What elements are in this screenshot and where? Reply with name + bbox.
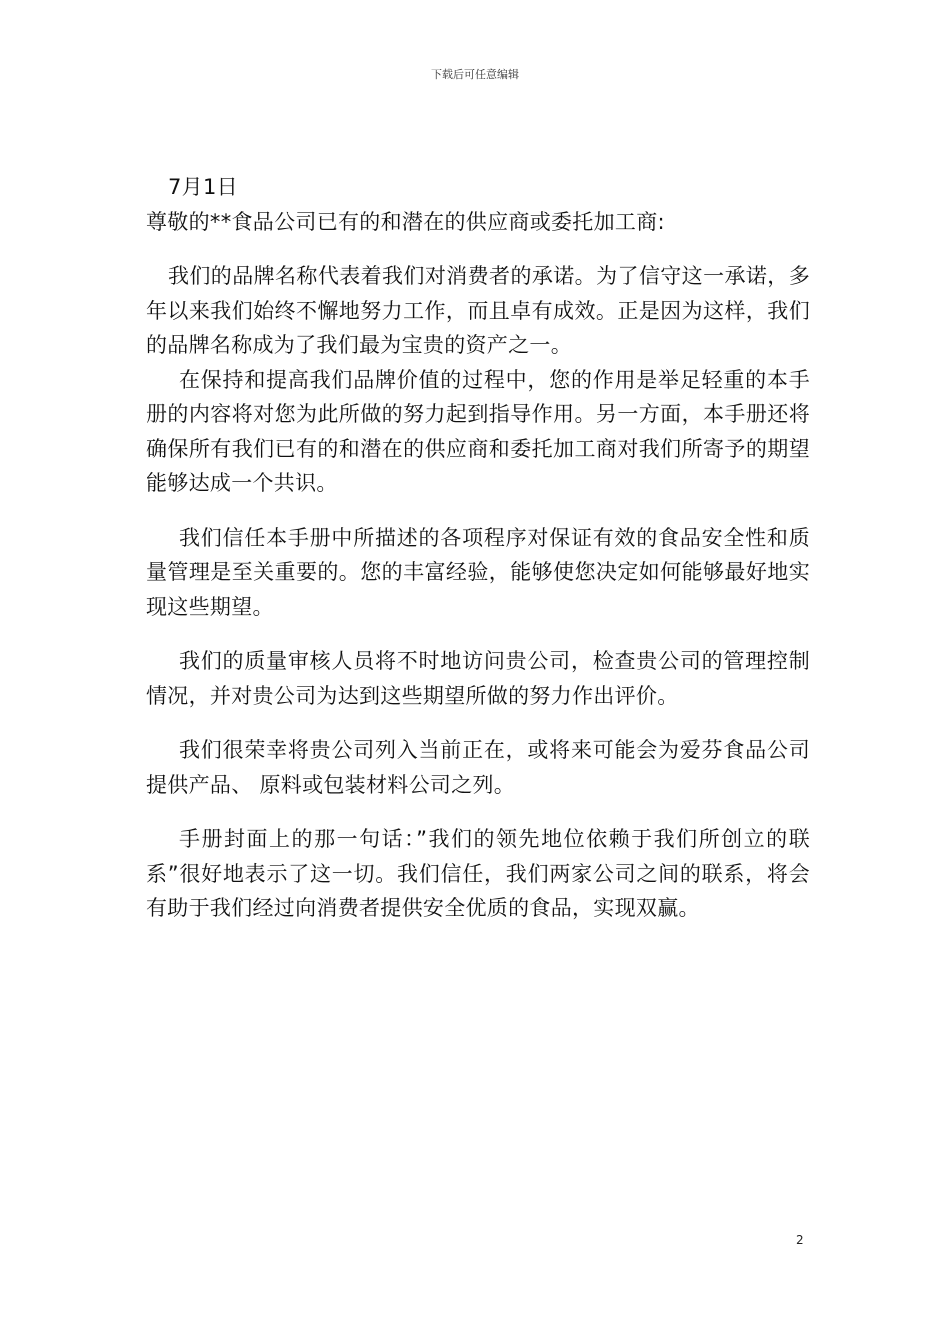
paragraph-brand-promise: 我们的品牌名称代表着我们对消费者的承诺。为了信守这一承诺，多年以来我们始终不懈地努力工作，而且卓有成效。正是因为这样，我们的品牌名称成为了我们最为宝贵的资产之一。: [146, 264, 810, 357]
letter-body: [146, 170, 810, 926]
page-header-note: 下载后可任意编辑: [431, 68, 519, 81]
paragraph-audits: 我们的质量审核人员将不时地访问贵公司，检查贵公司的管理控制情况，并对贵公司为达到这些期望所做的努力作出评价。: [146, 649, 810, 708]
letter-date: 7月1日: [168, 175, 238, 199]
paragraph-honored: 我们很荣幸将贵公司列入当前正在，或将来可能会为爱芬食品公司提供产品、 原料或包装材料公司之列。: [146, 738, 810, 797]
paragraph-procedures: 我们信任本手册中所描述的各项程序对保证有效的食品安全性和质量管理是至关重要的。您的丰富经验，能够使您决定如何能够最好地实现这些期望。: [146, 525, 810, 619]
paragraph-cover-quote: 手册封面上的那一句话：”我们的领先地位依赖于我们所创立的联系”很好地表示了这一切。我们信任，我们两家公司之间的联系，将会有助于我们经过向消费者提供安全优质的食品，实现双赢。: [146, 827, 810, 920]
paragraph-your-role: 在保持和提高我们品牌价值的过程中，您的作用是举足轻重的本手册的内容将对您为此所做的努力起到指导作用。另一方面，本手册还将确保所有我们已有的和潜在的供应商和委托加工商对我们所寄予的期望能够达成一个共识。: [146, 367, 810, 495]
page-number: 2: [796, 1233, 804, 1247]
letter-salutation: 尊敬的**食品公司已有的和潜在的供应商或委托加工商:: [146, 209, 665, 234]
